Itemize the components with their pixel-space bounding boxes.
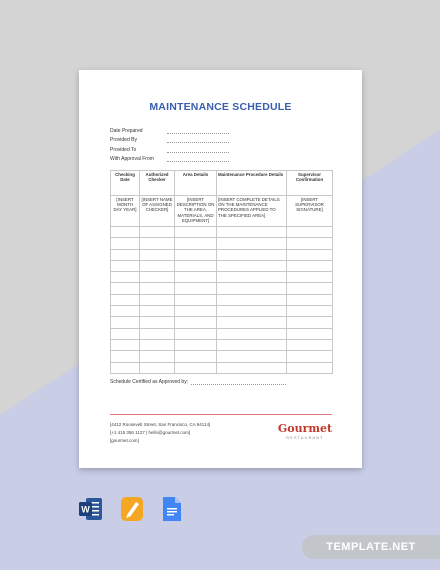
table-cell[interactable] xyxy=(111,294,140,305)
table-cell[interactable] xyxy=(217,249,287,260)
table-cell[interactable] xyxy=(217,294,287,305)
table-row xyxy=(111,328,333,339)
table-cell[interactable] xyxy=(140,272,175,283)
certified-label: Schedule Certified as Approved by: xyxy=(110,379,189,385)
table-cell[interactable] xyxy=(175,283,217,294)
table-cell[interactable] xyxy=(287,238,333,249)
word-icon[interactable] xyxy=(79,496,103,527)
table-cell[interactable] xyxy=(175,317,217,328)
brand-name: Gourmet xyxy=(277,422,333,435)
table-cell[interactable] xyxy=(111,362,140,373)
table-row xyxy=(111,351,333,362)
table-cell[interactable] xyxy=(287,294,333,305)
table-cell[interactable]: [INSERT COMPLETE DETAILS ON THE MAINTENANCE PROCEDURES APPLIED TO THE SPECIFIED AREA] xyxy=(217,196,287,227)
table-row xyxy=(111,249,333,260)
table-cell[interactable] xyxy=(140,249,175,260)
field-input-line[interactable] xyxy=(167,127,229,134)
table-cell[interactable]: [INSERT SUPERVISOR SIGNATURE] xyxy=(287,196,333,227)
field-input-line[interactable] xyxy=(167,155,229,162)
header-area-details: Area Details xyxy=(175,171,217,196)
table-cell[interactable] xyxy=(287,351,333,362)
footer-address: [4412 Roosevelt Street, San Francisco, CA 94114] xyxy=(110,422,211,427)
table-cell[interactable] xyxy=(217,306,287,317)
table-header-row xyxy=(111,171,333,196)
footer-contact xyxy=(110,421,210,445)
table-cell[interactable] xyxy=(287,227,333,238)
table-cell[interactable] xyxy=(175,351,217,362)
table-cell[interactable] xyxy=(217,362,287,373)
table-cell[interactable] xyxy=(111,260,140,271)
table-cell[interactable] xyxy=(217,272,287,283)
table-cell[interactable] xyxy=(175,272,217,283)
table-cell[interactable] xyxy=(140,362,175,373)
footer-phone-email: [+1 415 356 1127 | hello@gourmet.com] xyxy=(110,430,191,435)
brand-subtitle: RESTAURANT xyxy=(286,436,324,440)
table-cell[interactable] xyxy=(217,317,287,328)
google-docs-icon[interactable] xyxy=(160,496,184,527)
table-row xyxy=(111,260,333,271)
table-cell[interactable] xyxy=(217,260,287,271)
table-row xyxy=(111,294,333,305)
table-cell[interactable] xyxy=(175,362,217,373)
table-cell[interactable] xyxy=(111,227,140,238)
table-cell[interactable] xyxy=(287,260,333,271)
table-cell[interactable] xyxy=(175,249,217,260)
table-cell[interactable] xyxy=(140,339,175,350)
table-cell[interactable] xyxy=(111,351,140,362)
table-cell[interactable] xyxy=(140,306,175,317)
table-cell[interactable]: [INSERT NAME OF ASSIGNED CHECKER] xyxy=(140,196,175,227)
table-row xyxy=(111,238,333,249)
table-row xyxy=(111,339,333,350)
pages-icon[interactable] xyxy=(120,496,144,527)
table-cell[interactable] xyxy=(140,283,175,294)
certified-input-line[interactable] xyxy=(191,378,286,385)
certified-approval xyxy=(110,378,286,385)
table-cell[interactable] xyxy=(287,362,333,373)
table-row xyxy=(111,196,333,227)
table-cell[interactable] xyxy=(140,227,175,238)
table-cell[interactable] xyxy=(175,227,217,238)
table-cell[interactable] xyxy=(217,328,287,339)
footer-divider xyxy=(110,414,332,415)
table-row xyxy=(111,362,333,373)
table-cell[interactable] xyxy=(287,249,333,260)
table-cell[interactable] xyxy=(175,294,217,305)
document-title: MAINTENANCE SCHEDULE xyxy=(149,101,292,113)
table-cell[interactable] xyxy=(140,351,175,362)
brand-logo xyxy=(271,422,339,440)
table-row xyxy=(111,306,333,317)
field-provided-by xyxy=(110,134,310,144)
table-cell[interactable] xyxy=(140,260,175,271)
table-cell[interactable] xyxy=(140,294,175,305)
table-cell[interactable] xyxy=(111,272,140,283)
header-procedure-details: Maintenance Procedure Details xyxy=(217,171,287,196)
table-cell[interactable] xyxy=(217,339,287,350)
table-cell[interactable] xyxy=(175,260,217,271)
table-cell[interactable] xyxy=(140,317,175,328)
field-date-prepared xyxy=(110,124,310,134)
table-cell[interactable] xyxy=(111,306,140,317)
table-cell[interactable]: [INSERT DESCRIPTION ON THE AREA, MATERIALS, AND EQUIPMENT] xyxy=(175,196,217,227)
header-fields xyxy=(110,124,310,162)
table-cell[interactable] xyxy=(175,339,217,350)
table-cell[interactable]: [INSERT MONTH DAY YEAR] xyxy=(111,196,140,227)
field-label: With Approval From xyxy=(110,156,154,162)
table-cell[interactable] xyxy=(287,339,333,350)
header-authorized-checker: Authorized Checker xyxy=(140,171,175,196)
table-cell[interactable] xyxy=(175,238,217,249)
table-cell[interactable] xyxy=(140,238,175,249)
table-cell[interactable] xyxy=(217,238,287,249)
table-row xyxy=(111,283,333,294)
field-input-line[interactable] xyxy=(167,146,229,153)
table-row xyxy=(111,227,333,238)
table-cell[interactable] xyxy=(175,306,217,317)
table-cell[interactable] xyxy=(217,283,287,294)
table-cell[interactable] xyxy=(175,328,217,339)
table-cell[interactable] xyxy=(287,283,333,294)
table-row xyxy=(111,272,333,283)
table-cell[interactable] xyxy=(111,238,140,249)
header-supervisor-confirmation: Supervisor Confirmation xyxy=(287,171,333,196)
footer-website: [gourmet.com] xyxy=(110,438,139,443)
table-row xyxy=(111,317,333,328)
table-cell[interactable] xyxy=(287,306,333,317)
svg-text:W: W xyxy=(81,504,90,515)
table-cell[interactable] xyxy=(287,272,333,283)
field-label: Provided To xyxy=(110,146,137,153)
field-input-line[interactable] xyxy=(167,136,229,143)
header-checking-date: Checking Date xyxy=(111,171,140,196)
field-provided-to xyxy=(110,143,310,153)
table-cell[interactable] xyxy=(111,283,140,294)
table-cell[interactable] xyxy=(287,328,333,339)
document-page xyxy=(79,70,362,468)
table-cell[interactable] xyxy=(111,249,140,260)
table-cell[interactable] xyxy=(111,339,140,350)
table-cell[interactable] xyxy=(287,317,333,328)
field-label: Provided By xyxy=(110,137,137,143)
table-cell[interactable] xyxy=(140,328,175,339)
field-label: Date Prepared xyxy=(110,127,143,134)
field-approval-from xyxy=(110,153,310,163)
table-cell[interactable] xyxy=(111,328,140,339)
template-net-watermark: TEMPLATE.NET xyxy=(302,535,440,559)
table-cell[interactable] xyxy=(217,351,287,362)
maintenance-table xyxy=(110,170,333,374)
table-cell[interactable] xyxy=(111,317,140,328)
table-cell[interactable] xyxy=(217,227,287,238)
